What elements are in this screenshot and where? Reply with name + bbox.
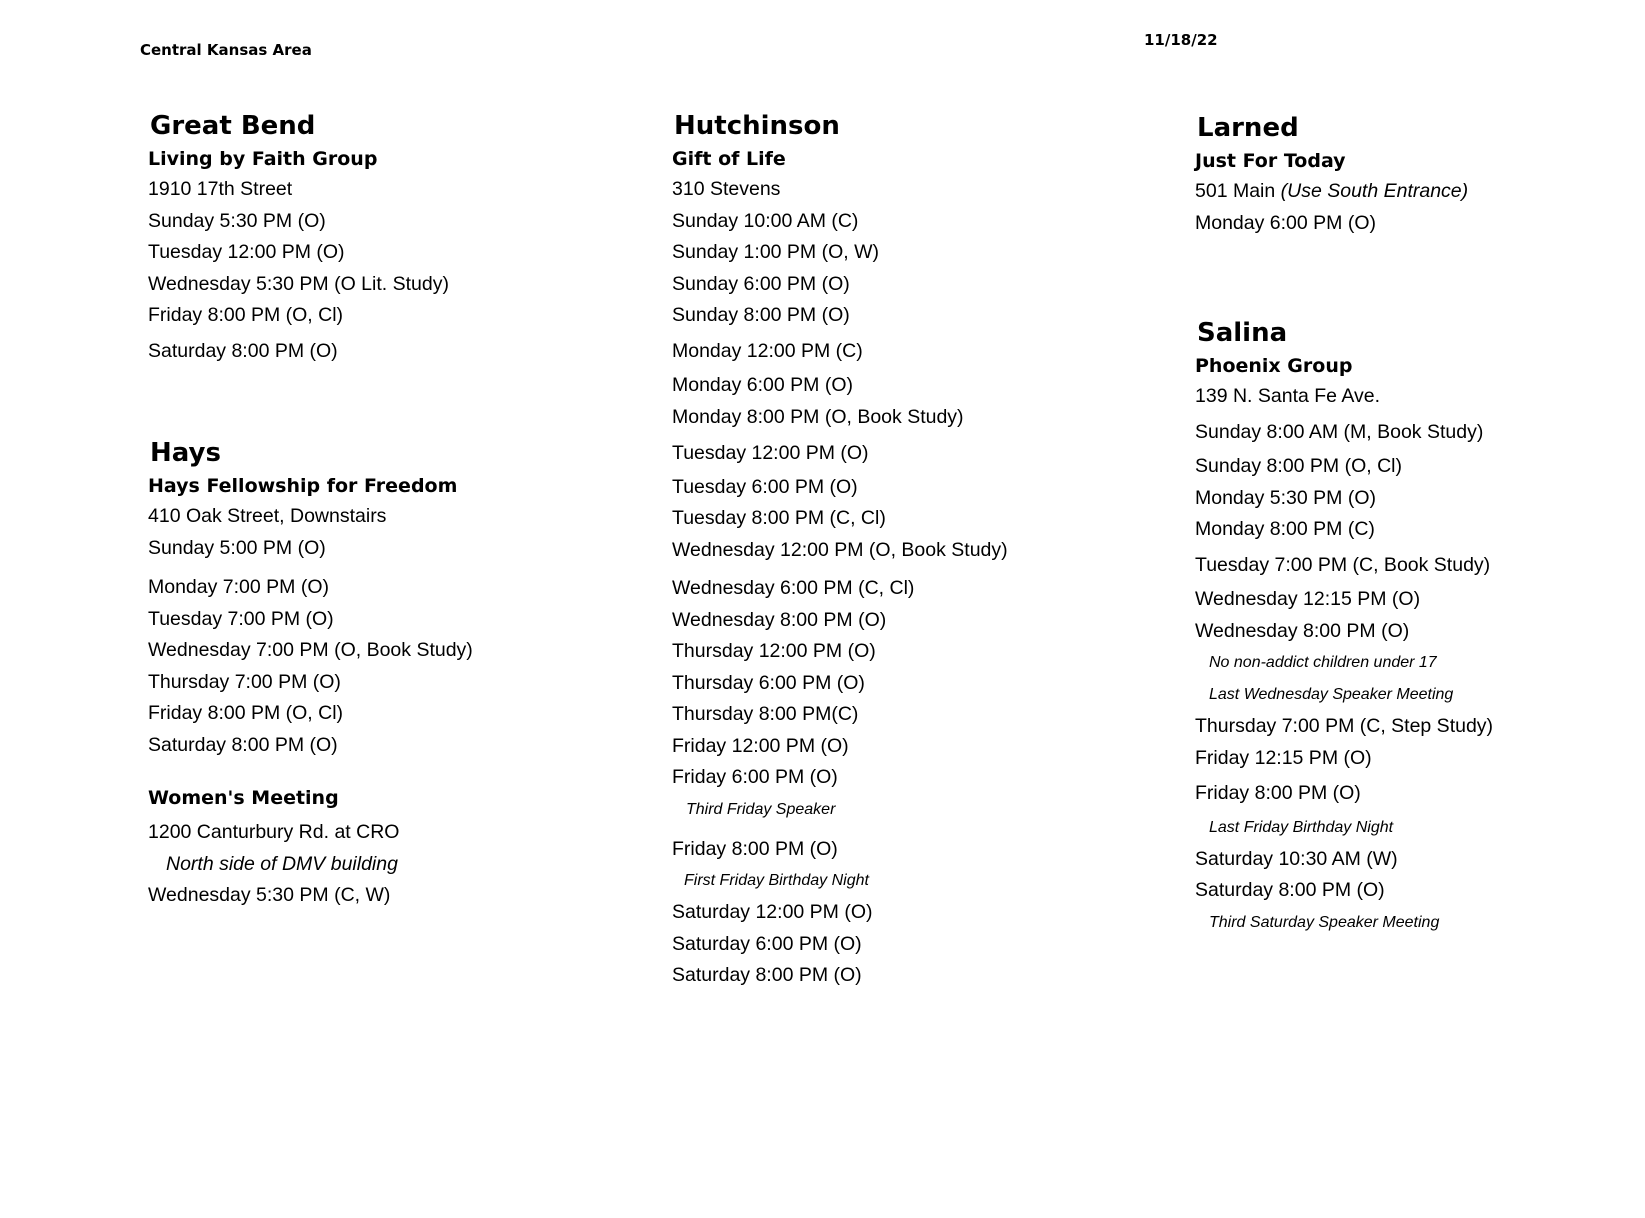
group-name: Gift of Life xyxy=(672,148,786,170)
meeting-time: Friday 12:00 PM (O) xyxy=(672,734,849,757)
meeting-time: Tuesday 7:00 PM (C, Book Study) xyxy=(1195,553,1491,576)
hutchinson-section xyxy=(672,110,1008,992)
hays-section xyxy=(148,437,473,912)
meeting-time: Monday 6:00 PM (O) xyxy=(1195,211,1376,234)
meeting-time: Thursday 6:00 PM (O) xyxy=(672,671,865,694)
meeting-note: No non-addict children under 17 xyxy=(1209,654,1437,671)
column-middle xyxy=(672,110,1008,992)
meeting-time: Friday 8:00 PM (O, Cl) xyxy=(148,702,344,724)
meeting-time: Thursday 7:00 PM (O) xyxy=(148,670,341,693)
meeting-time: Saturday 6:00 PM (O) xyxy=(672,932,862,955)
meeting-time: Monday 6:00 PM (O) xyxy=(672,374,853,396)
meeting-note: First Friday Birthday Night xyxy=(684,872,869,889)
meeting-time: Friday 8:00 PM (O) xyxy=(672,837,838,860)
meeting-time: Wednesday 8:00 PM (O) xyxy=(1195,619,1410,642)
meeting-time: Friday 12:15 PM (O) xyxy=(1195,746,1372,769)
group-name: Living by Faith Group xyxy=(148,148,378,170)
meeting-time: Sunday 10:00 AM (C) xyxy=(672,209,859,232)
meeting-time: Wednesday 5:30 PM (O Lit. Study) xyxy=(148,272,449,295)
meeting-time: Friday 8:00 PM (O, Cl) xyxy=(148,304,344,326)
meeting-time: Saturday 12:00 PM (O) xyxy=(672,901,873,923)
meeting-time: Tuesday 12:00 PM (O) xyxy=(148,241,345,263)
meeting-time: Monday 8:00 PM (C) xyxy=(1195,518,1375,540)
meeting-time: Wednesday 6:00 PM (C, Cl) xyxy=(672,577,915,599)
meeting-time: Monday 12:00 PM (C) xyxy=(672,339,863,362)
meeting-time: Tuesday 12:00 PM (O) xyxy=(672,442,869,464)
meeting-time: Thursday 12:00 PM (O) xyxy=(672,640,876,662)
column-right xyxy=(1195,110,1493,939)
meeting-time: Monday 8:00 PM (O, Book Study) xyxy=(672,405,964,428)
meeting-time: Wednesday 12:00 PM (O, Book Study) xyxy=(672,538,1008,561)
address: 410 Oak Street, Downstairs xyxy=(148,505,387,527)
address: 139 N. Santa Fe Ave. xyxy=(1195,385,1381,407)
meeting-time: Tuesday 8:00 PM (C, Cl) xyxy=(672,507,886,529)
address-street: 501 Main xyxy=(1195,180,1276,202)
meeting-note: Third Saturday Speaker Meeting xyxy=(1209,913,1440,931)
meeting-time: Wednesday 8:00 PM (O) xyxy=(672,608,887,631)
meeting-note: Last Wednesday Speaker Meeting xyxy=(1209,686,1454,703)
address: 1200 Canturbury Rd. at CRO xyxy=(148,821,400,843)
meeting-time: Wednesday 12:15 PM (O) xyxy=(1195,588,1421,610)
meeting-time: Sunday 6:00 PM (O) xyxy=(672,272,850,295)
column-left xyxy=(148,110,473,912)
group-name: Hays Fellowship for Freedom xyxy=(148,475,458,497)
womens-meeting-name: Women's Meeting xyxy=(148,787,339,809)
meeting-time: Friday 6:00 PM (O) xyxy=(672,766,838,788)
city-heading: Larned xyxy=(1197,113,1299,143)
meeting-time: Sunday 8:00 PM (O) xyxy=(672,304,850,326)
meeting-time: Saturday 8:00 PM (O) xyxy=(672,964,862,986)
city-heading: Salina xyxy=(1197,318,1288,348)
meeting-time: Thursday 8:00 PM(C) xyxy=(672,703,859,725)
city-heading: Hutchinson xyxy=(674,111,840,141)
meeting-time: Monday 7:00 PM (O) xyxy=(148,576,329,598)
meeting-time: Sunday 5:00 PM (O) xyxy=(148,536,326,559)
city-heading: Hays xyxy=(150,438,221,468)
meeting-time: Tuesday 6:00 PM (O) xyxy=(672,475,858,498)
meeting-time: Saturday 10:30 AM (W) xyxy=(1195,847,1398,870)
salina-section xyxy=(1195,317,1493,939)
larned-section xyxy=(1195,112,1493,239)
meeting-time: Saturday 8:00 PM (O) xyxy=(1195,879,1385,901)
meeting-time: Saturday 8:00 PM (O) xyxy=(148,339,338,362)
address-note: North side of DMV building xyxy=(166,852,398,875)
document-date: 11/18/22 xyxy=(1144,31,1218,49)
meeting-time: Sunday 8:00 PM (O, Cl) xyxy=(1195,455,1402,477)
meeting-time: Sunday 5:30 PM (O) xyxy=(148,209,326,232)
address-note: (Use South Entrance) xyxy=(1280,180,1469,202)
meeting-time: Sunday 8:00 AM (M, Book Study) xyxy=(1195,420,1484,443)
area-title: Central Kansas Area xyxy=(140,41,312,59)
meeting-time: Monday 5:30 PM (O) xyxy=(1195,486,1376,509)
city-heading: Great Bend xyxy=(150,111,316,141)
meeting-time: Wednesday 5:30 PM (C, W) xyxy=(148,884,391,906)
great-bend-section xyxy=(148,110,473,367)
meeting-note: Third Friday Speaker xyxy=(686,800,836,818)
meeting-time: Wednesday 7:00 PM (O, Book Study) xyxy=(148,639,473,661)
group-name: Just For Today xyxy=(1195,150,1346,172)
meeting-time: Tuesday 7:00 PM (O) xyxy=(148,607,334,630)
address xyxy=(1195,176,1493,208)
meeting-time: Friday 8:00 PM (O) xyxy=(1195,782,1361,804)
meeting-note: Last Friday Birthday Night xyxy=(1209,818,1394,836)
group-name: Phoenix Group xyxy=(1195,355,1353,377)
meeting-time: Saturday 8:00 PM (O) xyxy=(148,733,338,756)
address: 1910 17th Street xyxy=(148,178,293,200)
meeting-time: Sunday 1:00 PM (O, W) xyxy=(672,241,879,263)
address: 310 Stevens xyxy=(672,178,781,200)
meeting-time: Thursday 7:00 PM (C, Step Study) xyxy=(1195,715,1494,737)
